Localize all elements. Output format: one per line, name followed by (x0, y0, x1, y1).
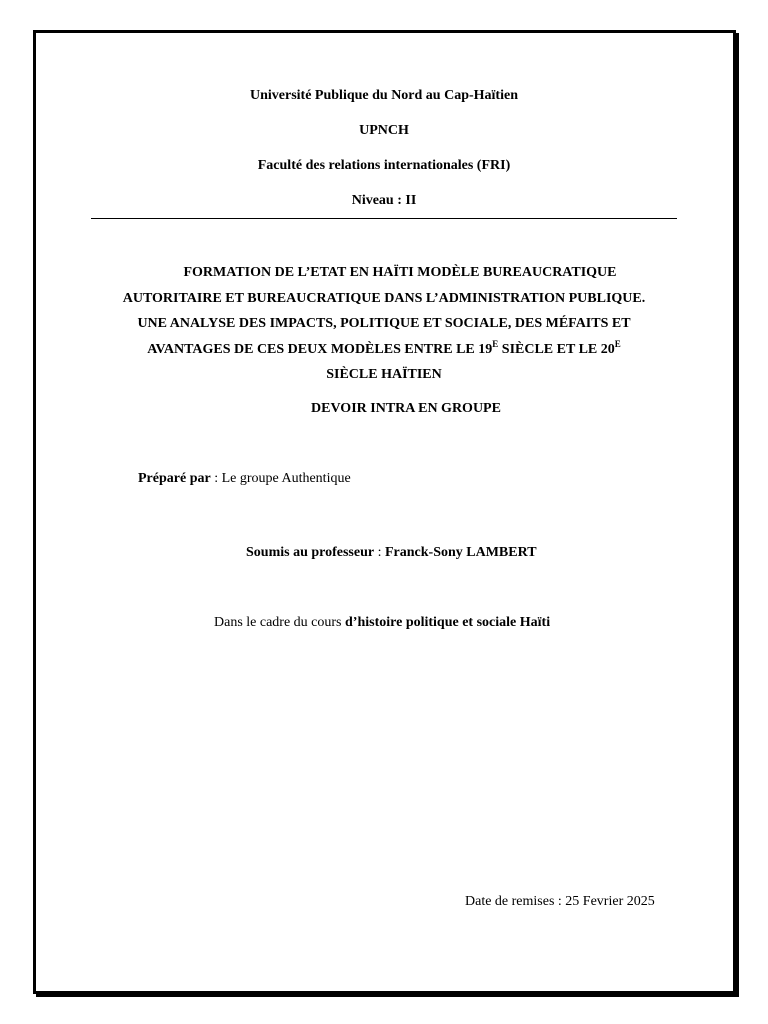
title-line-4 (0, 339, 768, 358)
document-subtitle: DEVOIR INTRA EN GROUPE (311, 401, 501, 416)
title-line-4-part1: AVANTAGES DE CES DEUX MODÈLES ENTRE LE 19 (147, 342, 493, 357)
prepared-by (138, 471, 351, 487)
submitted-to-label: Soumis au professeur (246, 545, 375, 560)
page-border (33, 30, 736, 994)
title-line-2: AUTORITAIRE ET BUREAUCRATIQUE DANS L’ADMINISTRATION PUBLIQUE. (122, 291, 646, 306)
title-line-1: FORMATION DE L’ETAT EN HAÏTI MODÈLE BUREAUCRATIQUE (183, 265, 617, 280)
course-prefix: Dans le cadre du cours (214, 615, 346, 630)
superscript-19e: E (492, 339, 499, 349)
course-context (214, 615, 550, 631)
title-line-4-part2: SIÈCLE ET LE 20 (498, 342, 615, 357)
superscript-20e: E (614, 339, 621, 349)
prepared-by-separator: : (210, 471, 222, 486)
course-name: d’histoire politique et sociale Haïti (345, 615, 551, 630)
university-acronym: UPNCH (359, 123, 409, 138)
submitted-to-value: Franck-Sony LAMBERT (384, 545, 537, 560)
submitted-to (246, 545, 537, 561)
header-divider (91, 218, 677, 219)
level-label: Niveau : II (351, 193, 417, 208)
prepared-by-label: Préparé par (138, 471, 211, 486)
faculty-name: Faculté des relations internationales (FRI) (257, 158, 511, 173)
submitted-to-separator: : (374, 545, 385, 560)
submission-date: Date de remises : 25 Fevrier 2025 (465, 894, 655, 909)
title-line-5: SIÈCLE HAÏTIEN (326, 367, 442, 382)
prepared-by-value: Le groupe Authentique (221, 471, 351, 486)
title-line-3: UNE ANALYSE DES IMPACTS, POLITIQUE ET SOCIALE, DES MÉFAITS ET (137, 316, 631, 331)
university-name: Université Publique du Nord au Cap-Haïtien (250, 88, 518, 103)
